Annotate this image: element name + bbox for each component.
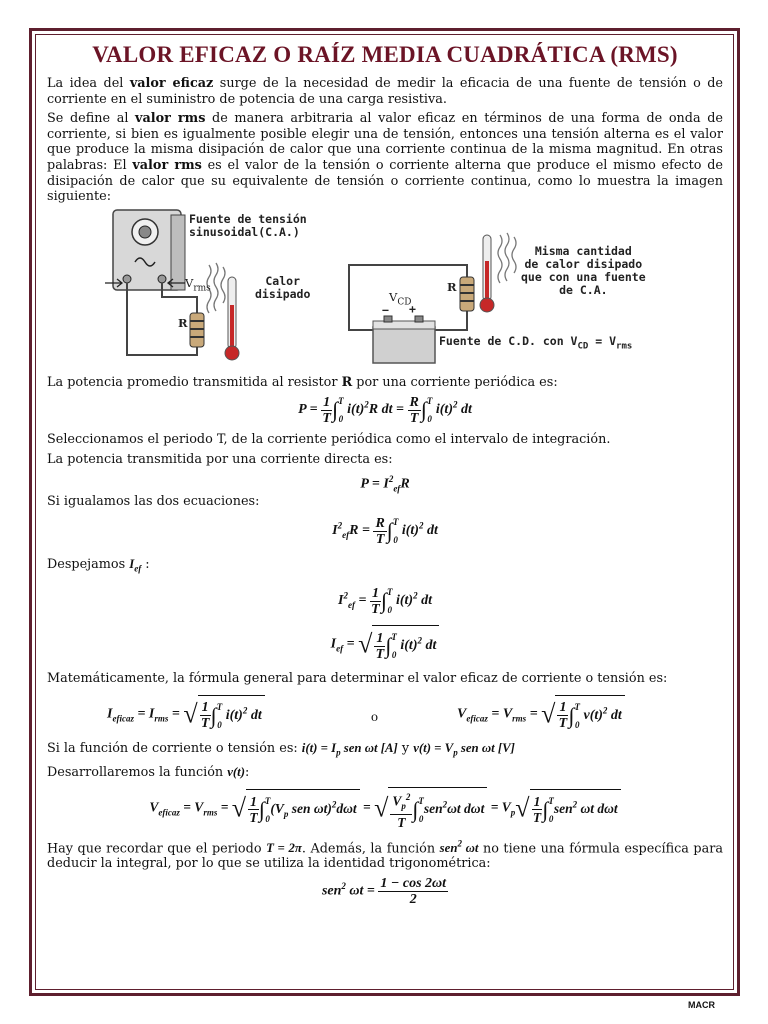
ac-source-label: Fuente de tensión sinusoidal(C.A.) <box>189 211 307 239</box>
circuit-figure <box>47 205 723 375</box>
text: ωt <box>461 840 479 855</box>
equation-identity: sen$^2$ ωt = $\frac{1 - \cos 2\omega t}{2}$ <box>321 876 447 908</box>
text: . Además, la función <box>301 840 440 856</box>
text: Desarrollaremos la función <box>47 765 228 780</box>
text: V <box>185 275 194 290</box>
text: i(t) = I <box>301 740 337 755</box>
bold-term: valor eficaz <box>129 76 214 91</box>
subscript: p <box>336 747 341 758</box>
text: V <box>389 289 398 304</box>
equation-i-eficaz: $I_{eficaz} = I_{rms}$ = √ $\frac{1}{T}$ ∫ T 0 $i(t)^2$ dt <box>107 695 265 734</box>
equation-ief: $I_{ef}$ = √ $\frac{1}{T}$ ∫ T 0 $i(t)^2$ dt <box>47 623 723 671</box>
text: Hay que recordar que el periodo <box>47 840 267 856</box>
page-title: VALOR EFICAZ O RAÍZ MEDIA CUADRÁTICA (RMS) <box>92 42 678 67</box>
heat-waves-icon <box>498 233 516 283</box>
text: es el valor de la tensión o corriente alterna que produce el mismo efecto de disipación de calor que su equivalente de tensión o corriente continua, como lo muestra la imagen siguiente: <box>47 157 723 205</box>
resistor-label-2: R <box>447 279 457 294</box>
paragraph-equate: Si igualamos las dos ecuaciones: <box>47 493 260 509</box>
footer-initials: MACR <box>688 1000 715 1010</box>
text: sen ωt [A] <box>340 740 398 755</box>
text: La potencia promedio transmitida al resistor <box>47 374 342 390</box>
text: surge de la necesidad de medir la eficacia de una fuente de tensión o de corriente en el suministro de potencia de una carga resistiva. <box>47 76 723 107</box>
text: por una corriente periódica es: <box>352 374 558 390</box>
text: sen <box>439 840 458 855</box>
paragraph-develop <box>47 765 723 781</box>
resistor-label-1: R <box>178 315 188 330</box>
thermometer-icon <box>480 235 494 312</box>
text: : <box>141 557 150 573</box>
dc-source-label <box>439 335 632 353</box>
resistor-icon <box>190 313 204 347</box>
equation-general <box>47 687 723 741</box>
text: : <box>245 765 250 780</box>
subscript: ef <box>134 563 142 574</box>
text: Fuente de C.D. con V <box>439 333 578 348</box>
text: Se define al <box>47 111 136 127</box>
text: sen ωt [V] <box>457 740 515 755</box>
heat-label-ac: Calor disipado <box>255 273 311 301</box>
text: no tiene una fórmula específica para deducir la integral, por lo que se utiliza la identidad trigonométrica: <box>47 840 724 872</box>
text: Despejamos <box>47 557 130 573</box>
subscript: rms <box>616 341 633 352</box>
resistor-icon <box>460 277 474 311</box>
paragraph-power-periodic <box>47 375 723 391</box>
paragraph-period: Seleccionamos el periodo T, de la corriente periódica como el intervalo de integración. <box>47 432 611 448</box>
vrms-label <box>185 277 211 295</box>
heat-label-dc: Misma cantidad de calor disipado que con una fuente de C.A. <box>521 243 646 297</box>
paragraph-solve <box>47 557 723 577</box>
text: de manera arbitraria al valor eficaz en términos de una forma de onda de corriente, si bien es igualmente posible elegir una de tensión, entonces una tensión alterna es el valor que produce la misma disipación de calor que una corriente continua de la misma magnitud. En otras palabras: El <box>47 111 724 173</box>
paragraph-functions <box>47 741 723 761</box>
bold-term: valor rms <box>132 157 202 173</box>
or-text: o <box>371 709 378 725</box>
thermometer-icon <box>225 277 239 360</box>
text: Si la función de corriente o tensión es: <box>47 740 302 756</box>
equation-v-eficaz: $V_{eficaz} = V_{rms}$ = √ $\frac{1}{T}$ ∫ T 0 $v(t)^2$ dt <box>457 695 625 734</box>
equation-equate: $I^2_{ef}R$ = $\frac{R}{T}$ ∫ T 0 $i(t)^2$ dt <box>332 515 438 547</box>
subscript: rms <box>193 283 211 294</box>
ac-source-icon <box>113 210 185 290</box>
equation-power-periodic: P = $\frac{1}{T}$ ∫ T 0 $i(t)^2R$ dt = $\frac{R}{T}$ ∫ T 0 $i(t)^2$ dt <box>298 394 472 426</box>
text: y <box>397 740 414 756</box>
var: T = 2π <box>266 840 302 855</box>
subscript: CD <box>577 341 589 352</box>
subscript: p <box>453 747 458 758</box>
equation-power-dc: $P = I^2_{ef}R$ <box>360 473 410 493</box>
var: v(t) <box>227 765 245 779</box>
text: = V <box>588 333 617 348</box>
bold-term: R <box>341 374 353 390</box>
battery-plus: + <box>409 301 416 316</box>
battery-icon <box>373 316 435 363</box>
paragraph-identity <box>47 837 723 872</box>
equation-vrms-develop: $V_{eficaz} = V_{rms}$ = √ $\frac{1}{T}$ ∫ T 0 ($V_p$ sen ωt)$^2$dωt = √ $\frac{V_p^2}{T}$ ∫ T 0 sen$^2$ωt $d\omega t = V_p√$ $\frac{1}{T}$ ∫ T 0 sen$^2$ ωt dωt <box>47 781 723 837</box>
paragraph-general: Matemáticamente, la fórmula general para determinar el valor eficaz de corriente o tensión es: <box>47 671 668 687</box>
document-content <box>47 40 723 916</box>
text: La idea del <box>47 76 130 91</box>
intro-paragraph-1 <box>47 76 723 107</box>
subscript: CD <box>397 297 412 308</box>
superscript: 2 <box>457 838 462 849</box>
bold-term: valor rms <box>135 111 206 127</box>
battery-minus: − <box>382 302 389 317</box>
paragraph-power-dc: La potencia transmitida por una corriente directa es: <box>47 451 393 467</box>
var <box>129 557 142 574</box>
text: I <box>129 557 135 572</box>
text: v(t) = V <box>413 740 454 755</box>
intro-paragraph-2 <box>47 111 723 205</box>
equation-ief-squared: $I^2_{ef}$ = $\frac{1}{T}$ ∫ T 0 $i(t)^2$ dt <box>338 585 432 617</box>
